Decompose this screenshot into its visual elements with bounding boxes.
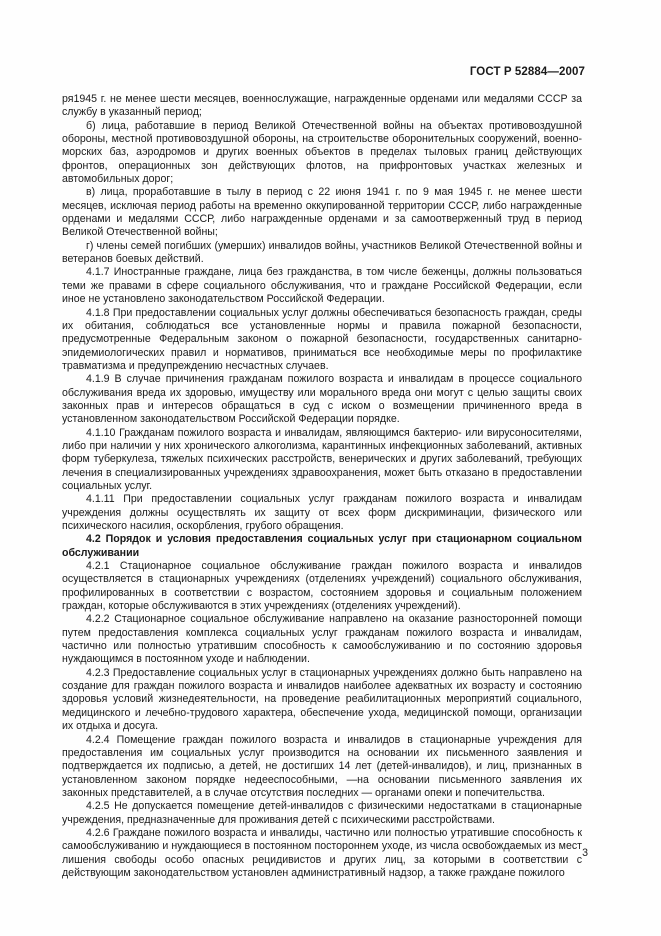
paragraph: ря1945 г. не менее шести месяцев, военнослужащие, награжденные орденами или медалями СССР за службу в указанный период;: [62, 93, 582, 119]
paragraph: 4.1.11 При предоставлении социальных услуг гражданам пожилого возраста и инвалидам учреждения должны осуществлять их защиту от всех форм дискриминации, физического или психического насилия, оскорбления, грубого обращения.: [62, 493, 582, 532]
paragraph: 4.1.9 В случае причинения гражданам пожилого возраста и инвалидам в процессе социального обслуживания вреда их здоровью, имуществу или морального вреда они могут с целью защиты своих законных прав и интересов обращаться в суд с иском о возмещении причиненного вреда в установленном законодательством Российской Федерации порядке.: [62, 373, 582, 426]
paragraph: б) лица, работавшие в период Великой Отечественной войны на объектах противовоздушной обороны, местной противовоздушной обороны, на строительстве оборонительных сооружений, военно-морских баз, аэродромов и других военных объектов в пределах тыловых границ действующих фронтов, операционных зон действующих флотов, на прифронтовых участках железных и автомобильных дорог;: [62, 119, 582, 186]
paragraph: 4.1.7 Иностранные граждане, лица без гражданства, в том числе беженцы, должны пользоваться теми же правами в сфере социального обслуживания, что и граждане Российской Федерации, если иное не установлено законодательством Российской Федерации.: [62, 266, 582, 306]
paragraph: 4.2.2 Стационарное социальное обслуживание направлено на оказание разносторонней помощи путем предоставления комплекса социальных услуг гражданам пожилого возраста и инвалидам, частично или полностью утратившим способность к самообслуживанию и по состоянию здоровья нуждающимся в постоянном уходе и наблюдении.: [62, 613, 582, 666]
document-body: [62, 93, 582, 880]
paragraph: 4.1.8 При предоставлении социальных услуг должны обеспечиваться безопасность граждан, среды их обитания, соблюдаться все установленные нормы и правила пожарной безопасности, предусмотренные Федеральным законом о пожарной безопасности, государственных санитарно-эпидемиологических правил и нормативов, приниматься все необходимые меры по профилактике травматизма и предупреждению несчастных случаев.: [62, 306, 582, 372]
paragraph: 4.2.5 Не допускается помещение детей-инвалидов с физическими недостатками в стационарные учреждения, предназначенные для проживания детей с психическими расстройствами.: [62, 800, 582, 826]
paragraph: 4.1.10 Гражданам пожилого возраста и инвалидам, являющимся бактерио- или вирусоносителями, либо при наличии у них хронического алкоголизма, карантинных инфекционных заболеваний, активных форм туберкулеза, тяжелых психических расстройств, венерических и других заболеваний, требующих лечения в специализированных учреждениях здравоохранения, может быть отказано в предоставлении социальных услуг.: [62, 426, 582, 492]
paragraph: 4.2.1 Стационарное социальное обслуживание граждан пожилого возраста и инвалидов осуществляется в стационарных учреждениях (отделениях учреждений) социального обслуживания, профилированных в соответствии с возрастом, состоянием здоровья и социальным положением граждан, которые обслуживаются в этих учреждениях (отделениях учреждений).: [62, 560, 582, 613]
page-number: 3: [582, 847, 588, 859]
section-heading: 4.2 Порядок и условия предоставления социальных услуг при стационарном социальном обслуживании: [62, 533, 582, 559]
paragraph: 4.2.3 Предоставление социальных услуг в стационарных учреждениях должно быть направлено на создание для граждан пожилого возраста и инвалидов наиболее адекватных их возрасту и состоянию здоровья условий жизнедеятельности, на проведение реабилитационных мероприятий социального, медицинского и лечебно-трудового характера, обеспечение ухода, медицинской помощи, организации их отдыха и досуга.: [62, 666, 582, 733]
paragraph: 4.2.6 Граждане пожилого возраста и инвалиды, частично или полностью утратившие способность к самообслуживанию и нуждающиеся в постоянном постороннем уходе, из числа освобождаемых из мест лишения свободы особо опасных рецидивистов и других лиц, за которыми в соответствии с действующим законодательством установлен административный надзор, а также граждане пожилого: [62, 826, 582, 879]
paragraph: в) лица, проработавшие в тылу в период с 22 июня 1941 г. по 9 мая 1945 г. не менее шести месяцев, исключая период работы на временно оккупированной территории СССР, либо награжденные орденами и медалями СССР, либо награжденные орденами и за самоотверженный труд в период Великой Отечественной войны;: [62, 186, 582, 239]
paragraph: 4.2.4 Помещение граждан пожилого возраста и инвалидов в стационарные учреждения для предоставления им социальных услуг производится на основании их письменного заявления и подтверждается их подписью, а детей, не достигших 14 лет (детей-инвалидов), и лиц, признанных в установленном законом порядке недееспособными, —на основании письменного заявления их законных представителей, а в случае отсутствия последних — органами опеки и попечительства.: [62, 733, 582, 799]
paragraph: г) члены семей погибших (умерших) инвалидов войны, участников Великой Отечественной войны и ветеранов боевых действий.: [62, 239, 582, 266]
document-header: ГОСТ Р 52884—2007: [469, 66, 585, 78]
